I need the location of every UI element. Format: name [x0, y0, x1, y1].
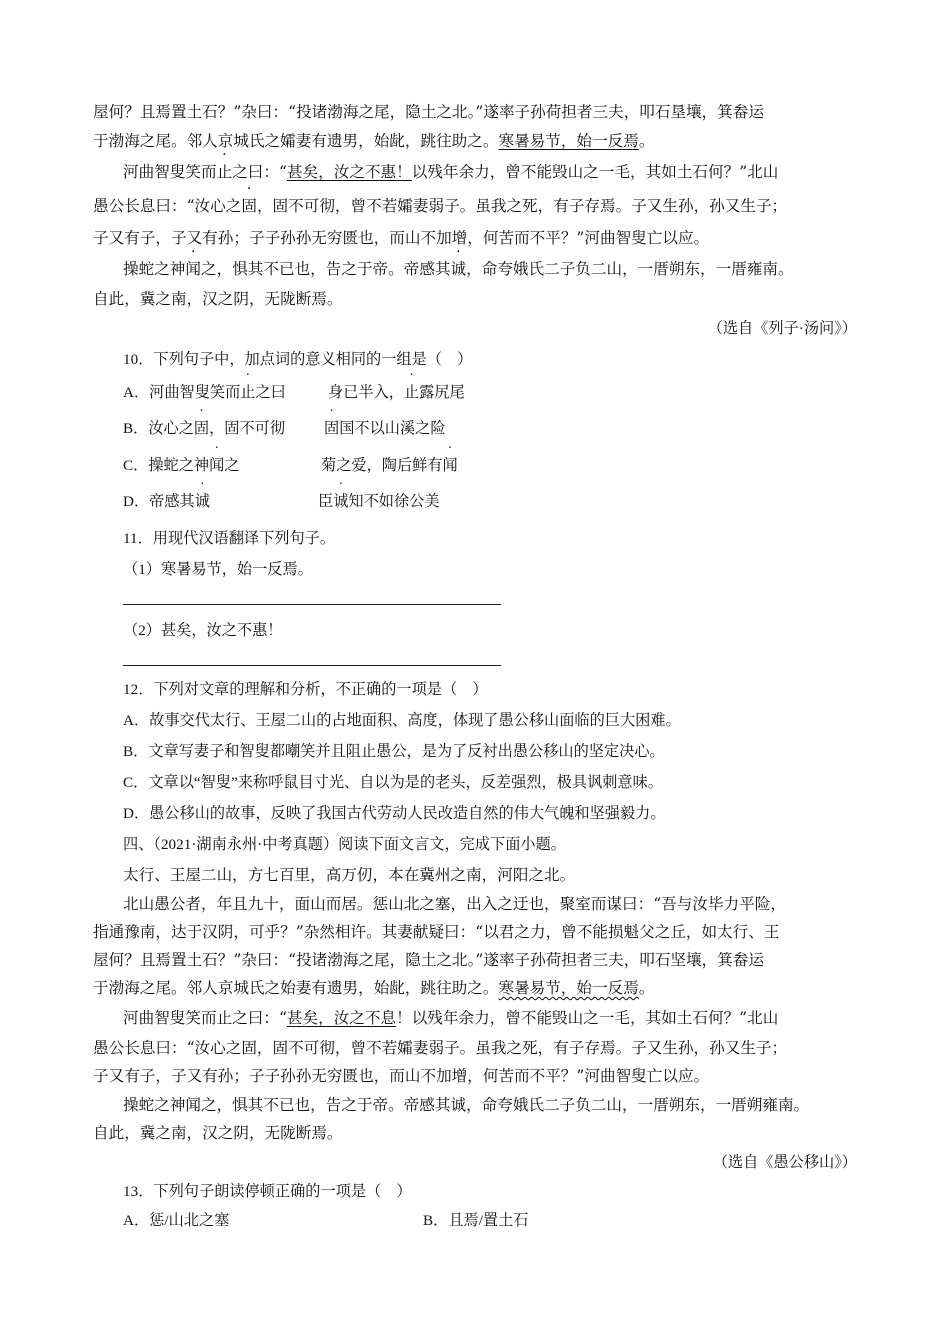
passage-line: 自此，冀之南，汉之阴，无陇断焉。: [93, 1124, 343, 1142]
text: 子又有子，子又有孙；子子孙孙无穷匮也，而山不加增，何苦而不平？”河曲智叟亡以应。: [93, 229, 710, 247]
text: 愚公长息曰：“汝心之: [93, 197, 242, 215]
question-stem: 10．下列句子中，加点词的意义相同的一组是（ ）: [123, 351, 473, 368]
question-stem: 13．下列句子朗读停顿正确的一项是（ ）: [123, 1183, 412, 1200]
question-stem: 12．下列对文章的理解和分析，不正确的一项是（ ）: [123, 681, 488, 698]
option-c: C．文章以“智叟”来称呼鼠目寸光、自以为是的老头，反差强烈，极具讽刺意味。: [123, 774, 663, 791]
passage-line: 太行、王屋二山，方七百里，高万仞，本在冀州之南，河阳之北。: [123, 866, 576, 884]
answer-line[interactable]: [123, 604, 501, 605]
text: ，固不可彻，曾不若孀妻弱子。虽我之死，有子存焉。子又生孙，孙又生子；: [256, 197, 788, 215]
option-b: [123, 416, 893, 442]
passage-line: [93, 225, 863, 251]
passage-line: 屋何？且焉置土石？”杂曰：“投诸渤海之尾，隐土之北。”遂率子孙荷担者三夫，叩石坚壤，箕畚运: [93, 951, 765, 969]
option-b-pair: [324, 416, 446, 442]
option-a-pair: [328, 380, 465, 406]
passage-line: [93, 975, 863, 1001]
text: 于渤海之尾。邻人京城氏之始妻有遗男，始龀，跳往助之。: [93, 979, 499, 997]
text: 菊之爱，陶后鲜有: [321, 457, 443, 474]
text: 身已半入，: [328, 384, 404, 401]
source-citation: （选自《列子·汤问》）: [707, 320, 857, 337]
text: 国不以山溪之险: [339, 420, 446, 437]
text: 露尻尾: [419, 384, 465, 401]
passage-line: 北山愚公者，年且九十，面山而居。惩山北之塞，出入之迂也，聚室而谋曰：“吾与汝毕力平险，: [123, 895, 786, 913]
text: 。: [638, 132, 655, 150]
text: 知不如徐公美: [348, 493, 440, 510]
passage-line: [93, 193, 863, 219]
text: 臣: [318, 493, 334, 510]
option-b: B．文章写妻子和智叟都嘲笑并且阻止愚公，是为了反衬出愚公移山的坚定决心。: [123, 743, 665, 760]
option-a: [123, 380, 893, 406]
option-d: [123, 489, 893, 515]
option-a: A．故事交代太行、王屋二山的占地面积、高度，体现了愚公移山面临的巨大困难。: [123, 712, 681, 729]
text: ，固不可彻: [209, 420, 286, 437]
passage-line: 操蛇之神闻之，惧其不已也，告之于帝。帝感其诚，命夸娥氏二子负二山，一厝朔东，一厝朔雍南。: [123, 1096, 810, 1114]
dotted-word: 诚: [450, 260, 467, 278]
passage-line: [93, 128, 863, 154]
passage-line: [123, 159, 893, 185]
option-d-pair: [318, 489, 440, 515]
underlined-text: 甚矣，汝之不息: [286, 1009, 397, 1027]
text: 屋何？且焉置土石？”杂曰：“投诸渤海之尾，隐土之北。”遂率子孙荷担者三夫，叩石垦壤，箕畚运: [93, 103, 765, 121]
passage-line: [123, 1005, 893, 1031]
section-heading: 四、（2021·湖南永州·中考真题）阅读下面文言文，完成下面小题。: [123, 836, 566, 853]
dotted-word: 固: [241, 197, 257, 215]
passage-line: 指通豫南，达于汉阴，可乎？”杂然相许。其妻献疑曰：“以君之力，曾不能损魁父之丘，如太行、王: [93, 923, 780, 941]
answer-line[interactable]: [123, 665, 501, 666]
sentence-1: （1）寒暑易节，始一反焉。: [123, 561, 313, 578]
dotted-word: 止: [403, 384, 420, 401]
dotted-word: 闻: [185, 260, 201, 278]
passage-line: 子又有子，子又有孙；子子孙孙无穷匮也，而山不加增，何苦而不平？”河曲智叟亡以应。: [93, 1067, 710, 1085]
option-b: B．且焉/置土石: [423, 1212, 529, 1229]
dotted-word: 诚: [333, 493, 349, 510]
passage-line: [93, 99, 863, 125]
text: 以残年余力，曾不能毁山之一毛，其如土石何？”北山: [411, 163, 779, 181]
text: 之曰: [255, 384, 286, 401]
text: C．操蛇之神: [123, 457, 210, 474]
text: 自此，冀之南，汉之阴，无陇断焉。: [93, 290, 343, 308]
source-citation: （选自《愚公移山》）: [712, 1154, 857, 1171]
passage-line: 愚公长息曰：“汝心之固，固不可彻，曾不若孀妻弱子。虽我之死，有子存焉。子又生孙，孙又生子；: [93, 1039, 788, 1057]
option-row: [123, 1208, 893, 1234]
text: 之: [224, 457, 240, 474]
underlined-text: 寒暑易节，始一反焉: [498, 132, 639, 150]
option-d: D．愚公移山的故事，反映了我国古代劳动人民改造自然的伟大气魄和坚强毅力。: [123, 805, 666, 822]
text: 。: [638, 979, 655, 997]
text: D．帝感其: [123, 493, 195, 510]
option-a: A．惩/山北之塞: [123, 1212, 230, 1229]
passage-line: [93, 286, 863, 312]
underlined-text: 甚矣，汝之不惠！: [286, 163, 412, 181]
text: B．汝心之: [123, 420, 194, 437]
dotted-word: 固: [324, 420, 340, 437]
option-c-pair: [321, 453, 458, 479]
text: 操蛇之神: [123, 260, 186, 278]
text: 于渤海之尾。邻人京城氏之孀妻有遗男，始龀，跳往助之。: [93, 132, 499, 150]
text: 之，惧其不已也，告之于帝。帝感其: [201, 260, 451, 278]
dotted-word: 止: [240, 384, 256, 401]
text: 河曲智叟笑而止之曰：“: [123, 1009, 287, 1027]
text: 之曰：“: [232, 163, 287, 181]
text: ！以残年余力，曾不能毁山之一毛，其如土石何？”北山: [396, 1009, 779, 1027]
sentence-2: （2）甚矣，汝之不惠！: [123, 622, 283, 639]
text: 河曲智叟笑而: [123, 163, 217, 181]
dotted-word: 止: [216, 163, 233, 181]
text: A．河曲智叟笑而: [123, 384, 241, 401]
text: ，命夸娥氏二子负二山，一厝朔东，一厝雍南。: [466, 260, 794, 278]
option-c: [123, 453, 893, 479]
passage-line: [123, 256, 893, 282]
dotted-word: 闻: [442, 457, 458, 474]
dotted-word: 诚: [194, 493, 210, 510]
wavy-underlined-text: 寒暑易节，始一反焉: [498, 979, 639, 997]
dotted-word: 固: [193, 420, 210, 437]
dotted-word: 闻: [209, 457, 225, 474]
question-stem: 11．用现代汉语翻译下列句子。: [123, 530, 336, 547]
